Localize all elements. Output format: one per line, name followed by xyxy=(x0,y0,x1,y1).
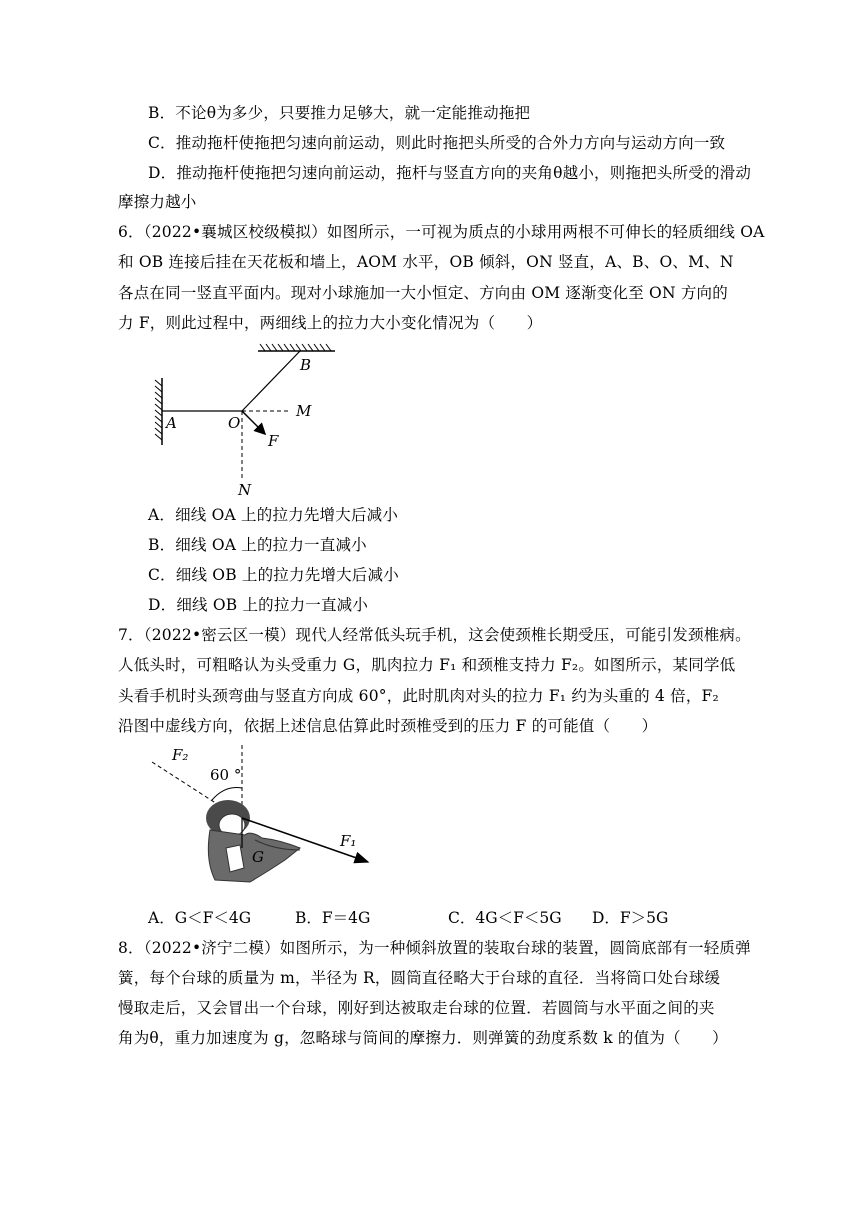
q7-option-a: A．G＜F＜4G xyxy=(148,909,252,927)
q7-stem-line4: 沿图中虚线方向，依据上述信息估算此时颈椎受到的压力 F 的可能值（ ） xyxy=(118,717,658,735)
label-n: N xyxy=(238,481,252,499)
string-ob xyxy=(242,351,300,411)
q8-stem-line4: 角为θ，重力加速度为 g，忽略球与筒间的摩擦力．则弹簧的劲度系数 k 的值为（ ） xyxy=(118,1029,728,1047)
label-a: A xyxy=(166,414,177,432)
label-g: G xyxy=(252,848,264,866)
q5-option-d: D．推动拖杆使拖把匀速向前运动，拖杆与竖直方向的夹角θ越小，则拖把头所受的滑动 xyxy=(148,164,752,182)
q7-option-b: B．F＝4G xyxy=(295,909,371,927)
q6-figure xyxy=(140,335,380,500)
q6-option-d: D．细线 OB 上的拉力一直减小 xyxy=(148,596,369,614)
q5-option-b: B．不论θ为多少，只要推力足够大，就一定能推动拖把 xyxy=(148,104,531,122)
q8-stem-line3: 慢取走后，又会冒出一个台球，刚好到达被取走台球的位置．若圆筒与水平面之间的夹 xyxy=(118,999,715,1017)
angle-arc xyxy=(212,788,242,801)
force-f-arrow xyxy=(242,411,264,433)
q8-stem-line1: 8．（2022•济宁二模）如图所示，为一种倾斜放置的装取台球的装置，圆筒底部有一轻质弹 xyxy=(118,939,751,957)
q7-stem-line2: 人低头时，可粗略认为头受重力 G，肌肉拉力 F₁ 和颈椎支持力 F₂。如图所示，某同学低 xyxy=(118,656,736,674)
q7-figure xyxy=(145,740,380,900)
label-60-degree: 60 ° xyxy=(210,766,242,784)
label-m: M xyxy=(296,402,312,420)
q6-stem-line4: 力 F，则此过程中，两细线上的拉力大小变化情况为（ ） xyxy=(118,314,543,332)
wall-hatch xyxy=(155,378,162,445)
label-f1: F₁ xyxy=(340,832,357,850)
q6-stem-line1: 6．（2022•襄城区校级模拟）如图所示，一可视为质点的小球用两根不可伸长的轻质细线 OA xyxy=(118,223,765,241)
q5-option-d-continued: 摩擦力越小 xyxy=(118,193,197,211)
q7-stem-line1: 7．（2022•密云区一模）现代人经常低头玩手机，这会使颈椎长期受压，可能引发颈椎病。 xyxy=(118,626,751,644)
q6-option-a: A．细线 OA 上的拉力先增大后减小 xyxy=(148,506,399,524)
q6-option-b: B．细线 OA 上的拉力一直减小 xyxy=(148,536,367,554)
label-b: B xyxy=(300,356,312,374)
q8-stem-line2: 簧，每个台球的质量为 m，半径为 R，圆筒直径略大于台球的直径．当将筒口处台球缓 xyxy=(118,969,721,987)
label-o: O xyxy=(228,414,241,432)
ceiling-hatch xyxy=(258,344,335,351)
label-f2: F₂ xyxy=(172,746,189,764)
q7-option-d: D．F＞5G xyxy=(592,909,669,927)
person-illustration xyxy=(206,800,300,882)
q6-stem-line3: 各点在同一竖直平面内。现对小球施加一大小恒定、方向由 OM 逐渐变化至 ON 方向的 xyxy=(118,284,728,302)
q6-option-c: C．细线 OB 上的拉力先增大后减小 xyxy=(148,566,399,584)
q7-stem-line3: 头看手机时头颈弯曲与竖直方向成 60°，此时肌肉对头的拉力 F₁ 约为头重的 4 倍，F₂ xyxy=(118,687,719,705)
q7-option-c: C．4G＜F＜5G xyxy=(448,909,562,927)
q6-stem-line2: 和 OB 连接后挂在天花板和墙上，AOM 水平，OB 倾斜，ON 竖直，A、B、O、M、N xyxy=(118,253,734,271)
label-f: F xyxy=(268,432,279,450)
q5-option-c: C．推动拖杆使拖把匀速向前运动，则此时拖把头所受的合外力方向与运动方向一致 xyxy=(148,134,726,152)
